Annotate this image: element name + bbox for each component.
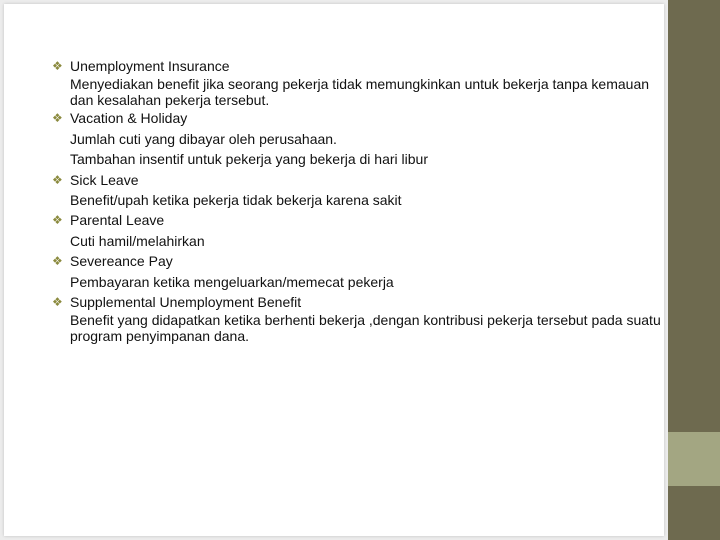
diamond-bullet-icon: ❖ [52, 59, 63, 73]
side-bar-accent [668, 432, 720, 486]
item-description: Cuti hamil/melahirkan [70, 232, 205, 249]
item-description: Benefit yang didapatkan ketika berhenti bekerja ,dengan kontribusi pekerja tersebut pada suatu program penyimpanan dana. [70, 312, 661, 345]
list-item [52, 56, 662, 108]
diamond-bullet-icon: ❖ [52, 295, 63, 310]
item-title: Severeance Pay [70, 253, 173, 270]
diamond-bullet-icon: ❖ [52, 172, 63, 187]
item-description: Benefit/upah ketika pekerja tidak bekerja karena sakit [70, 192, 402, 209]
item-title: Parental Leave [70, 212, 165, 229]
diamond-bullet-icon: ❖ [52, 213, 63, 228]
list-item [52, 108, 662, 169]
item-description: Jumlah cuti yang dibayar oleh perusahaan. [70, 130, 337, 147]
list-item [52, 251, 662, 292]
item-title: Sick Leave [70, 171, 139, 188]
list-item [52, 292, 662, 344]
item-title: Vacation & Holiday [70, 110, 188, 127]
diamond-bullet-icon: ❖ [52, 254, 63, 269]
diamond-bullet-icon: ❖ [52, 111, 63, 126]
item-title: Supplemental Unemployment Benefit [70, 294, 302, 311]
item-title: Unemployment Insurance [70, 58, 230, 74]
list-item [52, 210, 662, 251]
item-description: Tambahan insentif untuk pekerja yang bekerja di hari libur [70, 151, 428, 168]
benefit-list [52, 56, 662, 344]
list-item [52, 170, 662, 211]
item-description: Pembayaran ketika mengeluarkan/memecat pekerja [70, 273, 394, 290]
item-description: Menyediakan benefit jika seorang pekerja tidak memungkinkan untuk bekerja tanpa kemauan dan kesalahan pekerja tersebut. [70, 76, 650, 109]
